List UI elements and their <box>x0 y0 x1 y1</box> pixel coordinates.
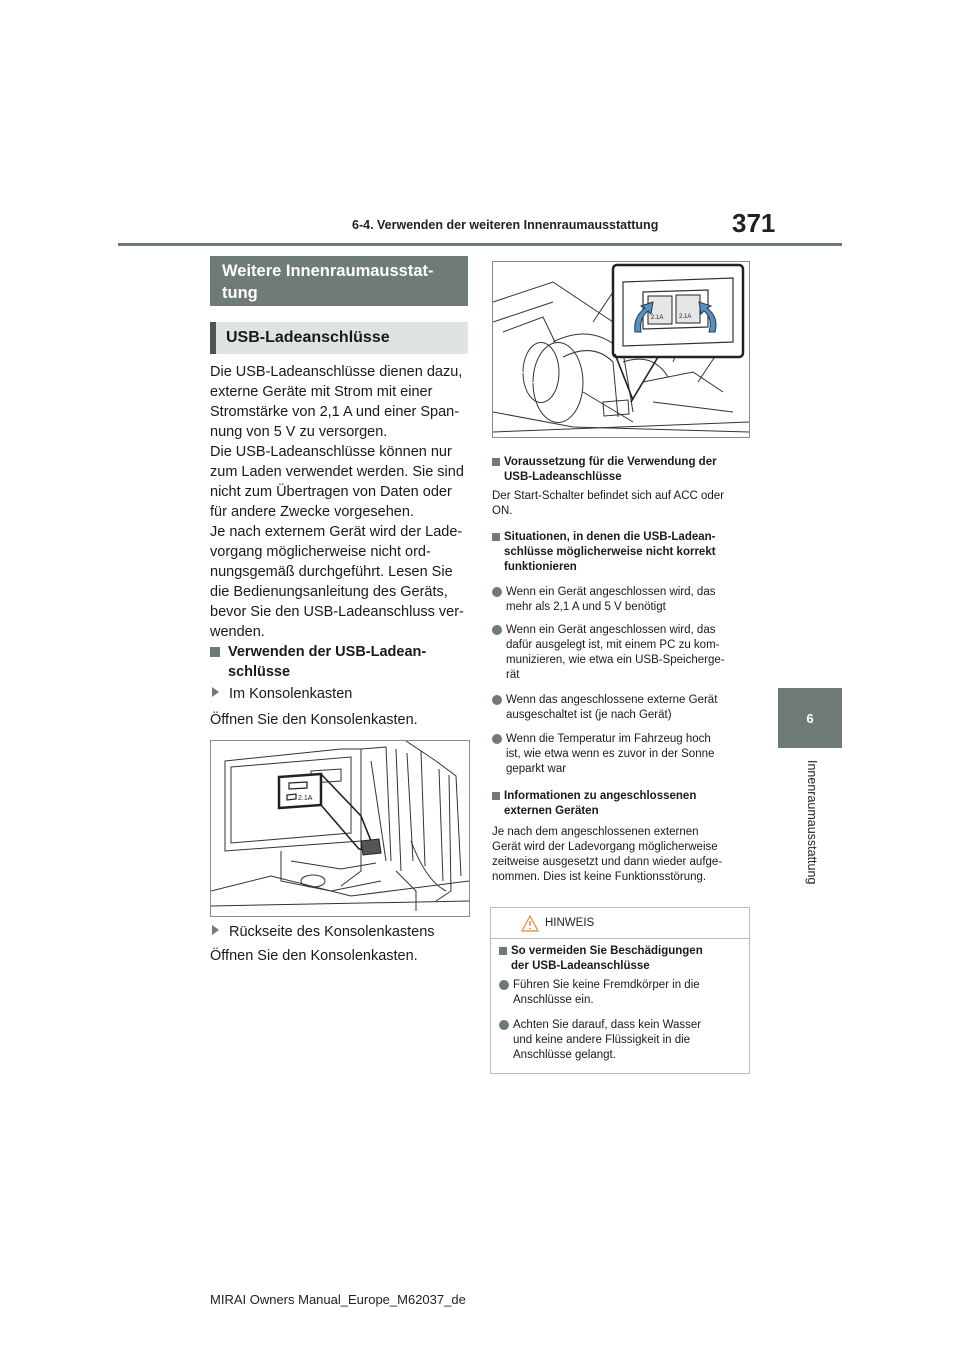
intro-line: externe Geräte mit Strom mit einer <box>210 384 433 400</box>
warning-triangle-icon <box>521 915 539 932</box>
connected-devices-text <box>492 825 754 885</box>
triangle-bullet-icon <box>212 687 219 697</box>
note-header <box>491 908 749 939</box>
circle-bullet-icon <box>492 695 502 705</box>
console-box-illustration <box>210 740 470 917</box>
circle-bullet-icon <box>492 625 502 635</box>
intro-line: Die USB-Ladeanschlüsse können nur <box>210 444 452 460</box>
location-console <box>212 684 352 704</box>
rear-console-illustration <box>492 261 750 438</box>
instruction-open-console: Öffnen Sie den Konsolenkasten. <box>210 712 418 728</box>
chapter-label <box>803 760 823 930</box>
heading-line: schlüsse <box>228 664 291 680</box>
text-line: ausgeschaltet ist (je nach Gerät) <box>506 709 672 721</box>
heading-line: Verwenden der USB-Ladean- <box>228 644 427 660</box>
text-line: dafür ausgelegt ist, mit einem PC zu kom- <box>506 639 720 651</box>
intro-line: nungsgemäß durchgeführt. Lesen Sie <box>210 564 453 580</box>
heading-prerequisite <box>492 455 752 485</box>
note-item <box>499 1018 744 1063</box>
heading-line: So vermeiden Sie Beschädigungen <box>511 945 703 957</box>
heading-line: Voraussetzung für die Verwendung der <box>504 456 717 468</box>
heading-line: funktionieren <box>504 561 577 573</box>
text-line: munizieren, wie etwa ein USB-Speicherge- <box>506 654 725 666</box>
intro-line: nicht zum Übertragen von Daten oder <box>210 484 452 500</box>
section-title-line-1: Weitere Innenraumausstat- <box>222 262 434 280</box>
heading-line: der USB-Ladeanschlüsse <box>511 960 650 972</box>
intro-line: nung von 5 V zu versorgen. <box>210 424 388 440</box>
list-item <box>492 693 752 723</box>
section-title <box>210 256 468 306</box>
text-line: Wenn ein Gerät angeschlossen wird, das <box>506 624 716 636</box>
usb-rating-label: 2.1A <box>651 315 664 321</box>
footer-manual-id: MIRAI Owners Manual_Europe_M62037_de <box>210 1292 466 1307</box>
chapter-tab: 6 <box>778 688 842 748</box>
note-item <box>499 978 744 1008</box>
text-line: Wenn die Temperatur im Fahrzeug hoch <box>506 733 711 745</box>
text-line: zeitweise ausgesetzt und dann wieder aufge- <box>492 856 723 868</box>
circle-bullet-icon <box>492 587 502 597</box>
square-bullet-icon <box>492 458 500 466</box>
heading-connected-devices <box>492 789 752 819</box>
page-number: 371 <box>732 208 776 238</box>
section-title-line-2: tung <box>222 284 258 302</box>
heading-situations <box>492 530 752 575</box>
text-line: Anschlüsse ein. <box>513 994 594 1006</box>
note-heading <box>499 944 744 974</box>
instruction-open-console-rear: Öffnen Sie den Konsolenkasten. <box>210 948 418 964</box>
intro-line: für andere Zwecke vorgesehen. <box>210 504 414 520</box>
header-rule <box>118 243 842 246</box>
intro-line: Je nach externem Gerät wird der Lade- <box>210 524 463 540</box>
intro-line: die Bedienungsanleitung des Geräts, <box>210 584 448 600</box>
text-line: Der Start-Schalter befindet sich auf ACC oder <box>492 490 725 502</box>
intro-paragraph <box>210 362 472 642</box>
text-line: mehr als 2,1 A und 5 V benötigt <box>506 601 666 613</box>
text-line: Je nach dem angeschlossenen externen <box>492 826 699 838</box>
list-item <box>492 623 752 683</box>
square-bullet-icon <box>499 947 507 955</box>
text-line: nommen. Dies ist keine Funktionsstörung. <box>492 871 707 883</box>
heading-line: schlüsse möglicherweise nicht korrekt <box>504 546 716 558</box>
rear-console-drawing <box>493 262 749 437</box>
text-line: ON. <box>492 505 513 517</box>
text-line: Wenn ein Gerät angeschlossen wird, das <box>506 586 716 598</box>
list-item <box>492 585 752 615</box>
square-bullet-icon <box>492 533 500 541</box>
usb-rating-label: 2.1A <box>679 314 692 320</box>
square-bullet-icon <box>492 792 500 800</box>
location-rear-console <box>212 922 435 942</box>
text-line: Führen Sie keine Fremdkörper in die <box>513 979 700 991</box>
text-line: Wenn das angeschlossene externe Gerät <box>506 694 718 706</box>
text-line: und keine andere Flüssigkeit in die <box>513 1034 691 1046</box>
circle-bullet-icon <box>499 980 509 990</box>
square-bullet-icon <box>210 647 220 657</box>
circle-bullet-icon <box>492 734 502 744</box>
note-title: HINWEIS <box>545 917 595 929</box>
triangle-bullet-icon <box>212 925 219 935</box>
intro-line: wenden. <box>210 624 265 640</box>
text-line: Achten Sie darauf, dass kein Wasser <box>513 1019 702 1031</box>
text-line: rät <box>506 669 520 681</box>
running-header: 6-4. Verwenden der weiteren Innenraumausstattung <box>352 218 659 232</box>
subsection-title: USB-Ladeanschlüsse <box>210 322 468 354</box>
prerequisite-text <box>492 489 754 519</box>
text-line: ist, wie etwa wenn es zuvor in der Sonne <box>506 748 715 760</box>
text-line: Anschlüsse gelangt. <box>513 1049 616 1061</box>
intro-line: Stromstärke von 2,1 A und einer Span- <box>210 404 460 420</box>
chapter-label-text: Innenraumausstattung <box>805 760 819 885</box>
heading-line: Informationen zu angeschlossenen <box>504 790 697 802</box>
text-line: geparkt war <box>506 763 567 775</box>
intro-line: Die USB-Ladeanschlüsse dienen dazu, <box>210 364 463 380</box>
circle-bullet-icon <box>499 1020 509 1030</box>
intro-line: zum Laden verwendet werden. Sie sind <box>210 464 464 480</box>
heading-line: USB-Ladeanschlüsse <box>504 471 622 483</box>
heading-line: Situationen, in denen die USB-Ladean- <box>504 531 716 543</box>
console-box-drawing <box>211 741 469 916</box>
list-item <box>492 732 752 777</box>
location-label: Rückseite des Konsolenkastens <box>229 924 435 940</box>
intro-line: vorgang möglicherweise nicht ord- <box>210 544 431 560</box>
intro-line: bevor Sie den USB-Ladeanschluss ver- <box>210 604 464 620</box>
heading-use-usb <box>210 642 470 682</box>
note-box <box>490 907 750 1074</box>
heading-line: externen Geräten <box>504 805 599 817</box>
location-label: Im Konsolenkasten <box>229 686 353 702</box>
usb-rating-label: 2.1A <box>298 795 313 802</box>
text-line: Gerät wird der Ladevorgang möglicherweise <box>492 841 718 853</box>
